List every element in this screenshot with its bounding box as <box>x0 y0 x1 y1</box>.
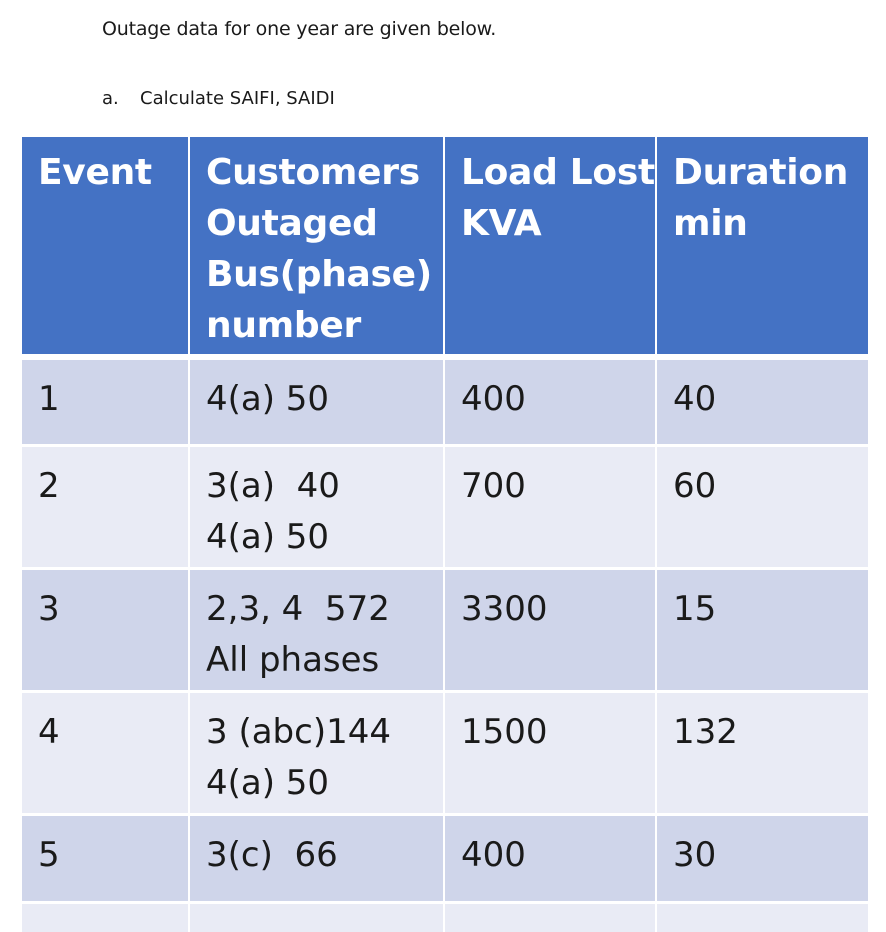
cell-load-kva: 400 <box>444 357 656 445</box>
cell-empty <box>22 902 189 932</box>
header-duration <box>656 137 868 357</box>
cell-load-kva: 400 <box>444 814 656 902</box>
header-line: Duration <box>673 152 849 193</box>
cell-duration: 40 <box>656 357 868 445</box>
question-letter: a. <box>102 88 119 109</box>
cell-duration: 60 <box>656 445 868 568</box>
cell-line: 3 (abc)144 <box>206 711 391 752</box>
table-row <box>22 357 868 445</box>
cell-event: 3 <box>22 568 189 691</box>
cell-empty <box>189 902 444 932</box>
header-line: number <box>206 305 361 346</box>
cell-line: 4(a) 50 <box>206 379 330 419</box>
header-event <box>22 137 189 357</box>
header-line: Load Lost <box>461 152 655 193</box>
table-row <box>22 445 868 568</box>
table-header-row <box>22 137 868 357</box>
outage-data-table <box>22 137 868 932</box>
cell-event: 5 <box>22 814 189 902</box>
cell-load-kva: 700 <box>444 445 656 568</box>
cell-event: 2 <box>22 445 189 568</box>
cell-duration: 132 <box>656 691 868 814</box>
cell-line: 3(c) 66 <box>206 834 338 875</box>
cell-empty <box>656 902 868 932</box>
cell-line: 4(a) 50 <box>206 762 330 803</box>
cell-line: 3(a) 40 <box>206 465 340 506</box>
cell-customers <box>189 691 444 814</box>
cell-event: 4 <box>22 691 189 814</box>
cell-duration: 15 <box>656 568 868 691</box>
cell-load-kva: 3300 <box>444 568 656 691</box>
cell-line: 4(a) 50 <box>206 516 330 557</box>
header-line: Customers <box>206 152 420 193</box>
header-load-lost <box>444 137 656 357</box>
header-line: KVA <box>461 203 542 244</box>
header-line: Bus(phase) <box>206 254 432 295</box>
cell-customers <box>189 445 444 568</box>
cell-duration: 30 <box>656 814 868 902</box>
table-row-partial <box>22 902 868 932</box>
question-text: Calculate SAIFI, SAIDI <box>140 88 335 109</box>
table-row <box>22 568 868 691</box>
intro-text: Outage data for one year are given below. <box>102 18 497 40</box>
table-row <box>22 814 868 902</box>
header-line: min <box>673 203 748 244</box>
cell-customers <box>189 357 444 445</box>
cell-customers <box>189 568 444 691</box>
cell-load-kva: 1500 <box>444 691 656 814</box>
header-line: Event <box>38 152 152 193</box>
question-item <box>102 88 335 109</box>
table-row <box>22 691 868 814</box>
cell-event: 1 <box>22 357 189 445</box>
cell-line: 2,3, 4 572 <box>206 588 390 629</box>
header-line: Outaged <box>206 203 378 244</box>
header-customers-outaged <box>189 137 444 357</box>
cell-customers <box>189 814 444 902</box>
cell-empty <box>444 902 656 932</box>
cell-line: All phases <box>206 639 380 680</box>
